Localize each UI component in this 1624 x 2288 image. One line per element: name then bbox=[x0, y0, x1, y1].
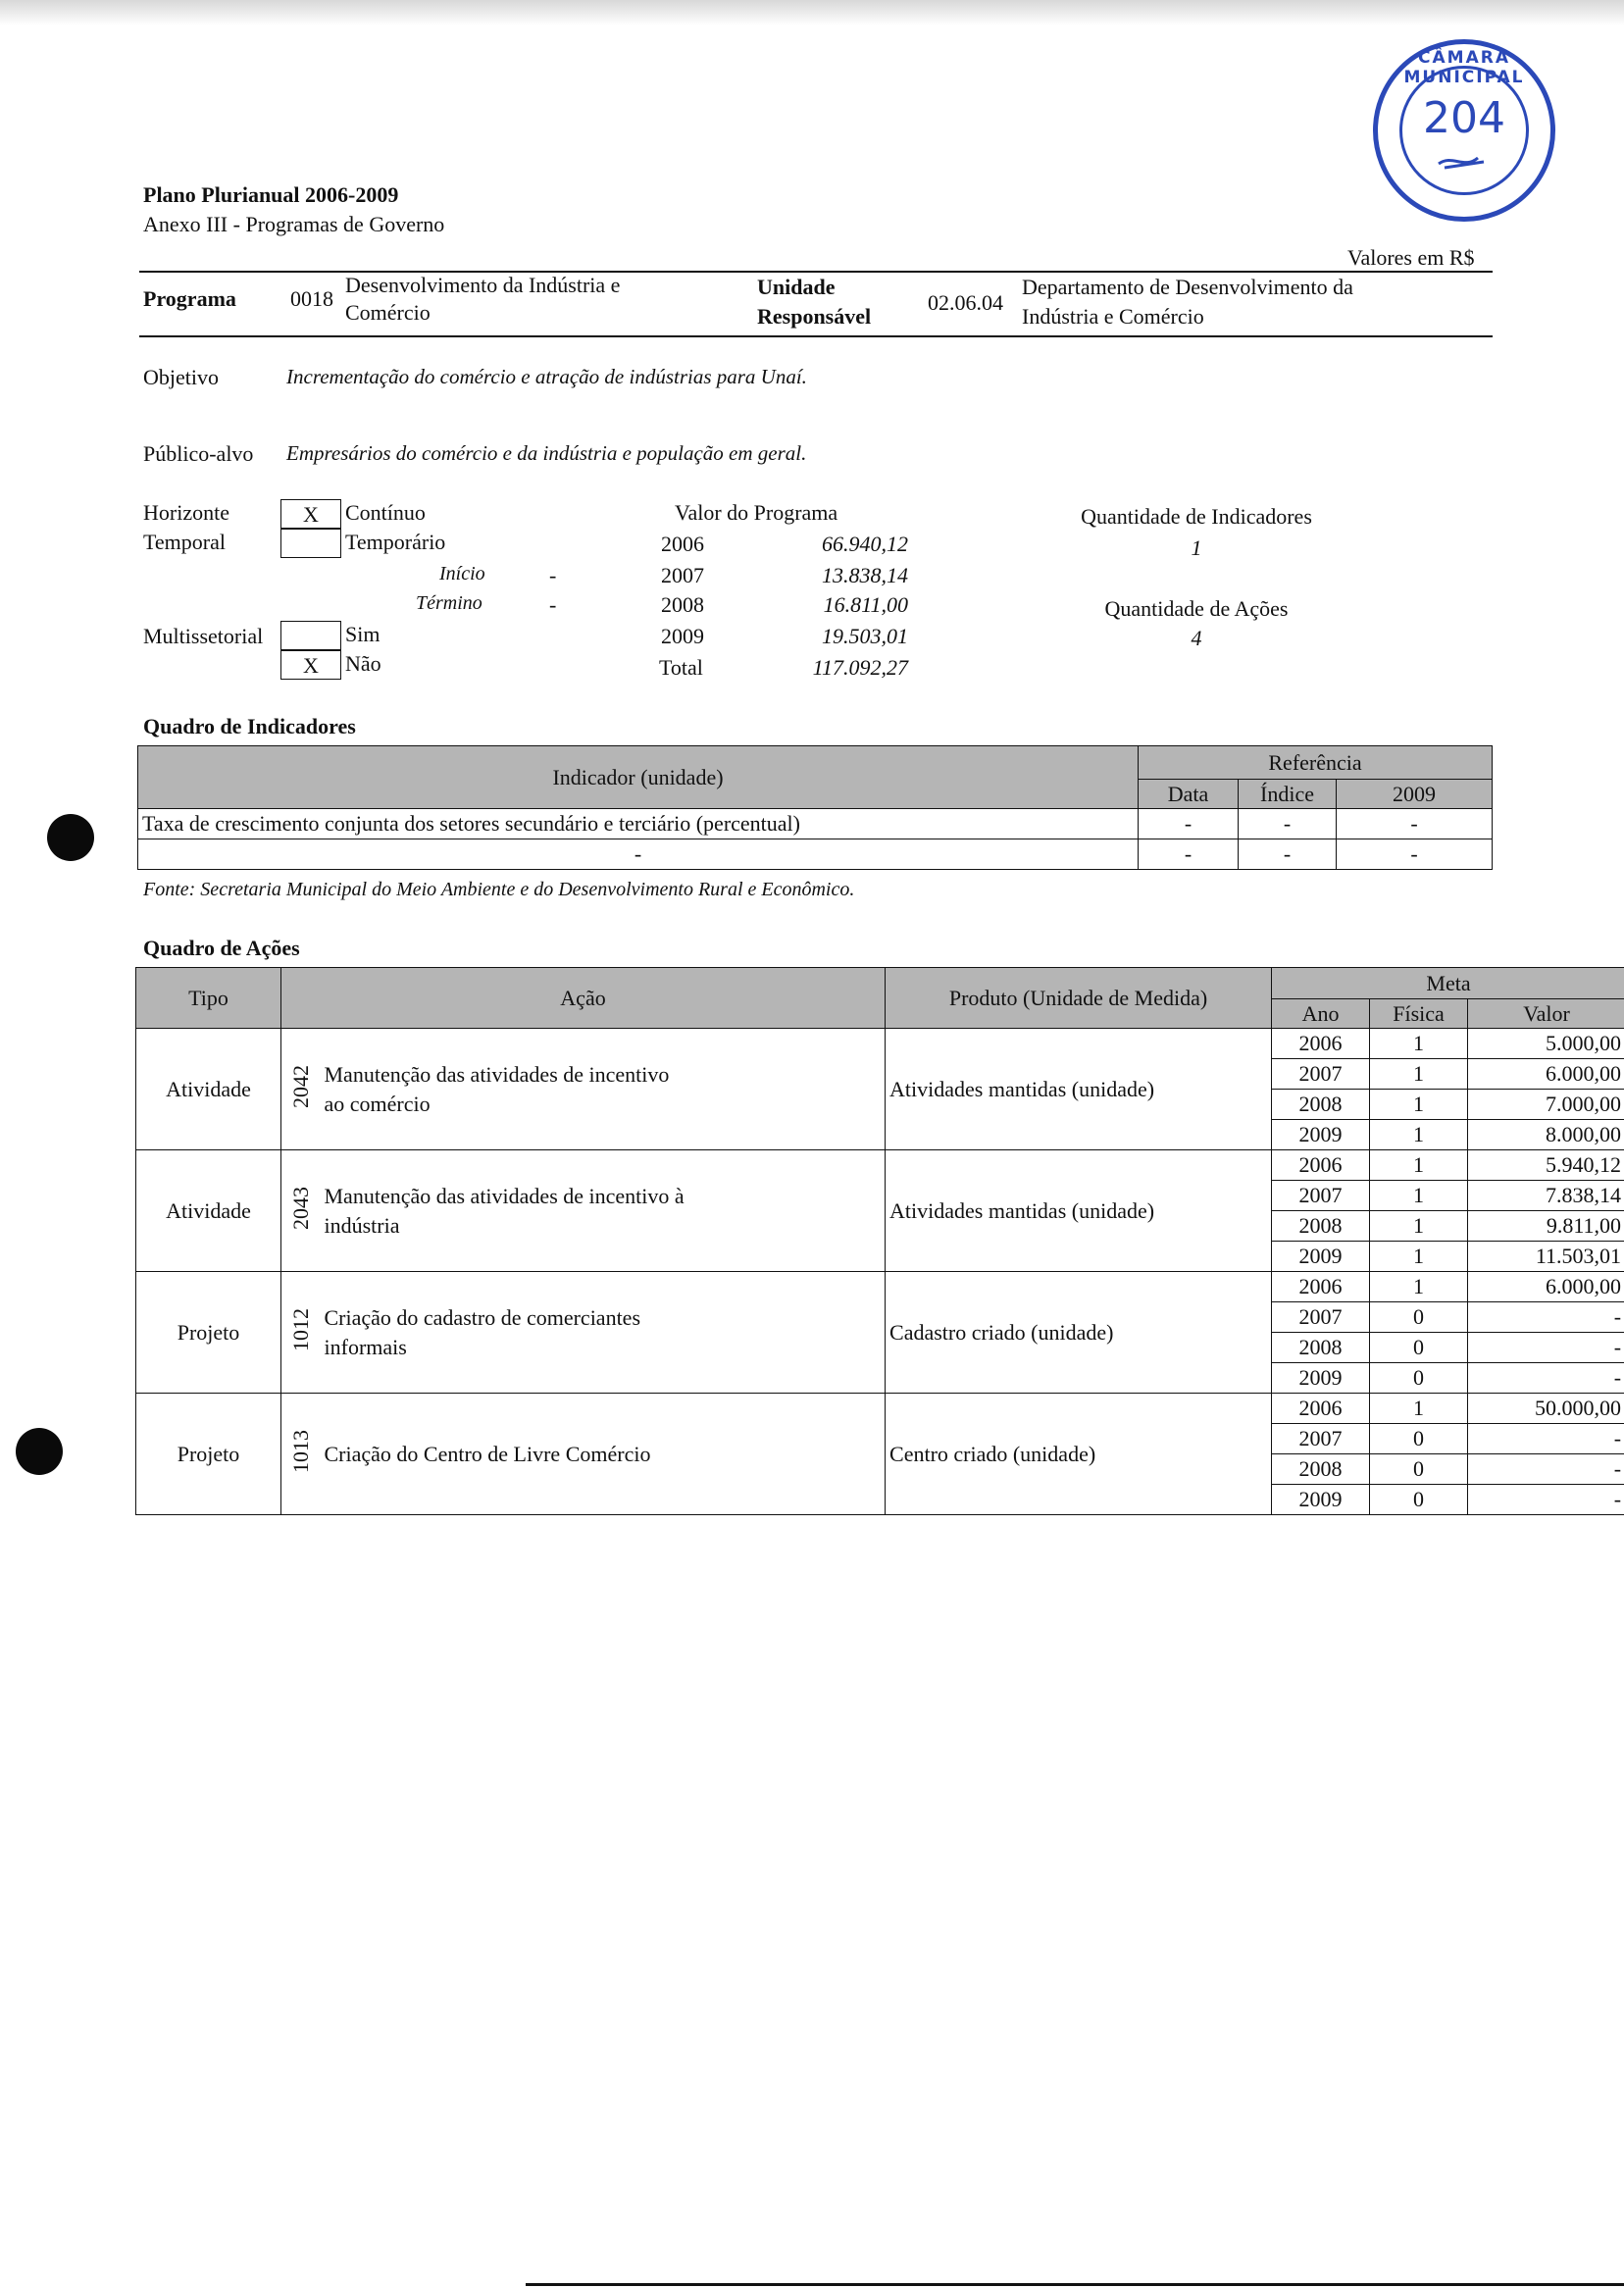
objetivo-text: Incrementação do comércio e atração de indústrias para Unaí. bbox=[286, 365, 807, 388]
tipo-cell: Atividade bbox=[136, 1029, 281, 1150]
meta-ano-cell: 2008 bbox=[1272, 1333, 1370, 1363]
chamber-stamp bbox=[1373, 39, 1555, 222]
document-title: Plano Plurianual 2006-2009 bbox=[143, 182, 399, 207]
valor-amount-2007: 13.838,14 bbox=[822, 563, 908, 587]
meta-ano-cell: 2009 bbox=[1272, 1242, 1370, 1272]
acoes-table bbox=[135, 967, 1624, 1515]
punch-hole bbox=[47, 814, 94, 861]
acao-line2: indústria bbox=[324, 1212, 400, 1238]
valor-amount-2006: 66.940,12 bbox=[822, 532, 908, 556]
termino-value: - bbox=[549, 592, 557, 617]
valor-total-label: Total bbox=[659, 655, 703, 680]
acao-line2: ao comércio bbox=[324, 1091, 431, 1116]
meta-ano-cell: 2009 bbox=[1272, 1485, 1370, 1515]
program-top-rule bbox=[139, 271, 1493, 273]
col-data-header: Data bbox=[1139, 780, 1239, 809]
col-tipo-header: Tipo bbox=[136, 968, 281, 1029]
program-name-line1: Desenvolvimento da Indústria e bbox=[345, 273, 621, 297]
meta-valor-cell: 6.000,00 bbox=[1468, 1272, 1624, 1302]
meta-ano-cell: 2006 bbox=[1272, 1394, 1370, 1424]
meta-valor-cell: 8.000,00 bbox=[1468, 1120, 1624, 1150]
meta-ano-cell: 2006 bbox=[1272, 1150, 1370, 1181]
table-row bbox=[136, 1394, 1624, 1424]
data-cell: - bbox=[1139, 809, 1239, 839]
unit-name-line1: Departamento de Desenvolvimento da bbox=[1022, 275, 1353, 299]
currency-note: Valores em R$ bbox=[1347, 245, 1475, 270]
meta-ano-cell: 2008 bbox=[1272, 1090, 1370, 1120]
meta-valor-cell: 7.838,14 bbox=[1468, 1181, 1624, 1211]
unit-name-line2: Indústria e Comércio bbox=[1022, 304, 1204, 329]
meta-valor-cell: 5.940,12 bbox=[1468, 1150, 1624, 1181]
nao-checkbox: X bbox=[280, 650, 341, 680]
meta-ano-cell: 2008 bbox=[1272, 1454, 1370, 1485]
stamp-text: CÂMARA MUNICIPAL bbox=[1403, 48, 1525, 87]
y2009-cell: - bbox=[1337, 809, 1493, 839]
multissetorial-label: Multissetorial bbox=[143, 624, 264, 648]
meta-valor-cell: - bbox=[1468, 1363, 1624, 1394]
stamp-number: 204 bbox=[1423, 93, 1505, 143]
meta-fisica-cell: 0 bbox=[1370, 1363, 1468, 1394]
acao-line1: Criação do cadastro de comerciantes bbox=[324, 1304, 641, 1330]
meta-ano-cell: 2007 bbox=[1272, 1302, 1370, 1333]
col-ano-header: Ano bbox=[1272, 999, 1370, 1029]
meta-ano-cell: 2009 bbox=[1272, 1363, 1370, 1394]
publico-text: Empresários do comércio e da indústria e população em geral. bbox=[286, 441, 807, 465]
sim-checkbox bbox=[280, 621, 341, 650]
meta-ano-cell: 2007 bbox=[1272, 1059, 1370, 1090]
valor-programa-title: Valor do Programa bbox=[675, 500, 838, 525]
valor-total-amount: 117.092,27 bbox=[812, 655, 908, 680]
meta-valor-cell: 50.000,00 bbox=[1468, 1394, 1624, 1424]
acao-line1: Manutenção das atividades de incentivo à bbox=[324, 1183, 685, 1208]
indicadores-fonte: Fonte: Secretaria Municipal do Meio Ambiente e do Desenvolvimento Rural e Econômico. bbox=[143, 879, 855, 900]
continuo-checkbox: X bbox=[280, 499, 341, 529]
acao-line1: Criação do Centro de Livre Comércio bbox=[324, 1441, 651, 1466]
temporario-label: Temporário bbox=[345, 530, 446, 554]
meta-valor-cell: 5.000,00 bbox=[1468, 1029, 1624, 1059]
meta-fisica-cell: 0 bbox=[1370, 1454, 1468, 1485]
qtd-acoes-value: 4 bbox=[1191, 626, 1202, 650]
program-bottom-rule bbox=[139, 335, 1493, 337]
meta-fisica-cell: 1 bbox=[1370, 1150, 1468, 1181]
acoes-table-body bbox=[136, 1029, 1624, 1515]
sim-label: Sim bbox=[345, 622, 381, 646]
program-name-line2: Comércio bbox=[345, 300, 431, 325]
document-subtitle: Anexo III - Programas de Governo bbox=[143, 212, 445, 236]
meta-fisica-cell: 0 bbox=[1370, 1333, 1468, 1363]
indicadores-title: Quadro de Indicadores bbox=[143, 714, 356, 738]
table-row bbox=[136, 1150, 1624, 1181]
col-meta-header: Meta bbox=[1272, 968, 1624, 999]
scan-top-shadow bbox=[0, 0, 1624, 25]
col-fisica-header: Física bbox=[1370, 999, 1468, 1029]
meta-fisica-cell: 1 bbox=[1370, 1242, 1468, 1272]
meta-ano-cell: 2006 bbox=[1272, 1272, 1370, 1302]
inicio-label: Início bbox=[439, 563, 485, 585]
indice-cell: - bbox=[1239, 839, 1337, 870]
produto-cell: Cadastro criado (unidade) bbox=[886, 1272, 1272, 1394]
acao-code: 1012 bbox=[287, 1307, 313, 1351]
acao-cell bbox=[321, 1272, 886, 1394]
meta-fisica-cell: 1 bbox=[1370, 1059, 1468, 1090]
acao-code: 2042 bbox=[287, 1064, 313, 1108]
table-row bbox=[136, 1272, 1624, 1302]
indicador-cell: Taxa de crescimento conjunta dos setores secundário e terciário (percentual) bbox=[138, 809, 1139, 839]
tipo-cell: Projeto bbox=[136, 1272, 281, 1394]
col-produto-header: Produto (Unidade de Medida) bbox=[886, 968, 1272, 1029]
unit-label-line2: Responsável bbox=[757, 304, 872, 329]
acao-line1: Manutenção das atividades de incentivo bbox=[324, 1061, 670, 1087]
meta-fisica-cell: 1 bbox=[1370, 1120, 1468, 1150]
meta-valor-cell: 9.811,00 bbox=[1468, 1211, 1624, 1242]
qtd-indicadores-value: 1 bbox=[1191, 535, 1202, 560]
acao-code-cell bbox=[281, 1272, 321, 1394]
meta-fisica-cell: 1 bbox=[1370, 1029, 1468, 1059]
qtd-indicadores-label: Quantidade de Indicadores bbox=[1081, 504, 1312, 529]
col-indicador-header: Indicador (unidade) bbox=[138, 746, 1139, 809]
unit-label-line1: Unidade bbox=[757, 275, 836, 299]
meta-ano-cell: 2009 bbox=[1272, 1120, 1370, 1150]
inicio-value: - bbox=[549, 563, 557, 587]
produto-cell: Centro criado (unidade) bbox=[886, 1394, 1272, 1515]
meta-fisica-cell: 0 bbox=[1370, 1302, 1468, 1333]
meta-fisica-cell: 1 bbox=[1370, 1181, 1468, 1211]
unit-code: 02.06.04 bbox=[928, 290, 1003, 315]
meta-fisica-cell: 1 bbox=[1370, 1090, 1468, 1120]
acao-cell bbox=[321, 1150, 886, 1272]
acao-code: 2043 bbox=[287, 1186, 313, 1230]
indicador-cell: - bbox=[138, 839, 1139, 870]
acao-code-cell bbox=[281, 1029, 321, 1150]
meta-valor-cell: - bbox=[1468, 1485, 1624, 1515]
acao-code: 1013 bbox=[287, 1429, 313, 1473]
acao-cell bbox=[321, 1029, 886, 1150]
punch-hole bbox=[16, 1428, 63, 1475]
meta-fisica-cell: 1 bbox=[1370, 1211, 1468, 1242]
y2009-cell: - bbox=[1337, 839, 1493, 870]
col-referencia-header: Referência bbox=[1139, 746, 1493, 780]
meta-valor-cell: - bbox=[1468, 1454, 1624, 1485]
publico-label: Público-alvo bbox=[143, 441, 254, 466]
termino-label: Término bbox=[416, 592, 482, 614]
col-acao-header: Ação bbox=[281, 968, 886, 1029]
temporario-checkbox bbox=[280, 529, 341, 558]
program-code: 0018 bbox=[290, 286, 333, 311]
meta-valor-cell: - bbox=[1468, 1333, 1624, 1363]
valor-year-2008: 2008 bbox=[661, 592, 704, 617]
acoes-title: Quadro de Ações bbox=[143, 936, 300, 960]
meta-ano-cell: 2007 bbox=[1272, 1181, 1370, 1211]
meta-ano-cell: 2007 bbox=[1272, 1424, 1370, 1454]
data-cell: - bbox=[1139, 839, 1239, 870]
tipo-cell: Atividade bbox=[136, 1150, 281, 1272]
acao-line2: informais bbox=[324, 1334, 407, 1359]
program-label: Programa bbox=[143, 286, 236, 311]
meta-valor-cell: 7.000,00 bbox=[1468, 1090, 1624, 1120]
meta-valor-cell: - bbox=[1468, 1302, 1624, 1333]
valor-year-2006: 2006 bbox=[661, 532, 704, 556]
indicadores-table bbox=[137, 745, 1493, 870]
produto-cell: Atividades mantidas (unidade) bbox=[886, 1029, 1272, 1150]
meta-fisica-cell: 0 bbox=[1370, 1424, 1468, 1454]
meta-valor-cell: 6.000,00 bbox=[1468, 1059, 1624, 1090]
horizonte-label-line2: Temporal bbox=[143, 530, 226, 554]
col-indice-header: Índice bbox=[1239, 780, 1337, 809]
meta-fisica-cell: 1 bbox=[1370, 1272, 1468, 1302]
continuo-label: Contínuo bbox=[345, 500, 426, 525]
table-row bbox=[138, 809, 1493, 839]
acao-cell bbox=[321, 1394, 886, 1515]
indice-cell: - bbox=[1239, 809, 1337, 839]
valor-year-2009: 2009 bbox=[661, 624, 704, 648]
tipo-cell: Projeto bbox=[136, 1394, 281, 1515]
table-row bbox=[136, 1029, 1624, 1059]
valor-amount-2009: 19.503,01 bbox=[822, 624, 908, 648]
meta-fisica-cell: 1 bbox=[1370, 1394, 1468, 1424]
col-2009-header: 2009 bbox=[1337, 780, 1493, 809]
meta-fisica-cell: 0 bbox=[1370, 1485, 1468, 1515]
meta-valor-cell: - bbox=[1468, 1424, 1624, 1454]
col-valor-header: Valor bbox=[1468, 999, 1624, 1029]
table-row bbox=[138, 839, 1493, 870]
scan-bottom-line bbox=[526, 2283, 1624, 2286]
produto-cell: Atividades mantidas (unidade) bbox=[886, 1150, 1272, 1272]
acao-code-cell bbox=[281, 1394, 321, 1515]
qtd-acoes-label: Quantidade de Ações bbox=[1104, 596, 1289, 621]
meta-valor-cell: 11.503,01 bbox=[1468, 1242, 1624, 1272]
meta-ano-cell: 2008 bbox=[1272, 1211, 1370, 1242]
nao-label: Não bbox=[345, 651, 381, 676]
acao-code-cell bbox=[281, 1150, 321, 1272]
valor-amount-2008: 16.811,00 bbox=[823, 592, 908, 617]
horizonte-label-line1: Horizonte bbox=[143, 500, 229, 525]
objetivo-label: Objetivo bbox=[143, 365, 219, 389]
stamp-signature-icon bbox=[1435, 146, 1494, 176]
valor-year-2007: 2007 bbox=[661, 563, 704, 587]
meta-ano-cell: 2006 bbox=[1272, 1029, 1370, 1059]
